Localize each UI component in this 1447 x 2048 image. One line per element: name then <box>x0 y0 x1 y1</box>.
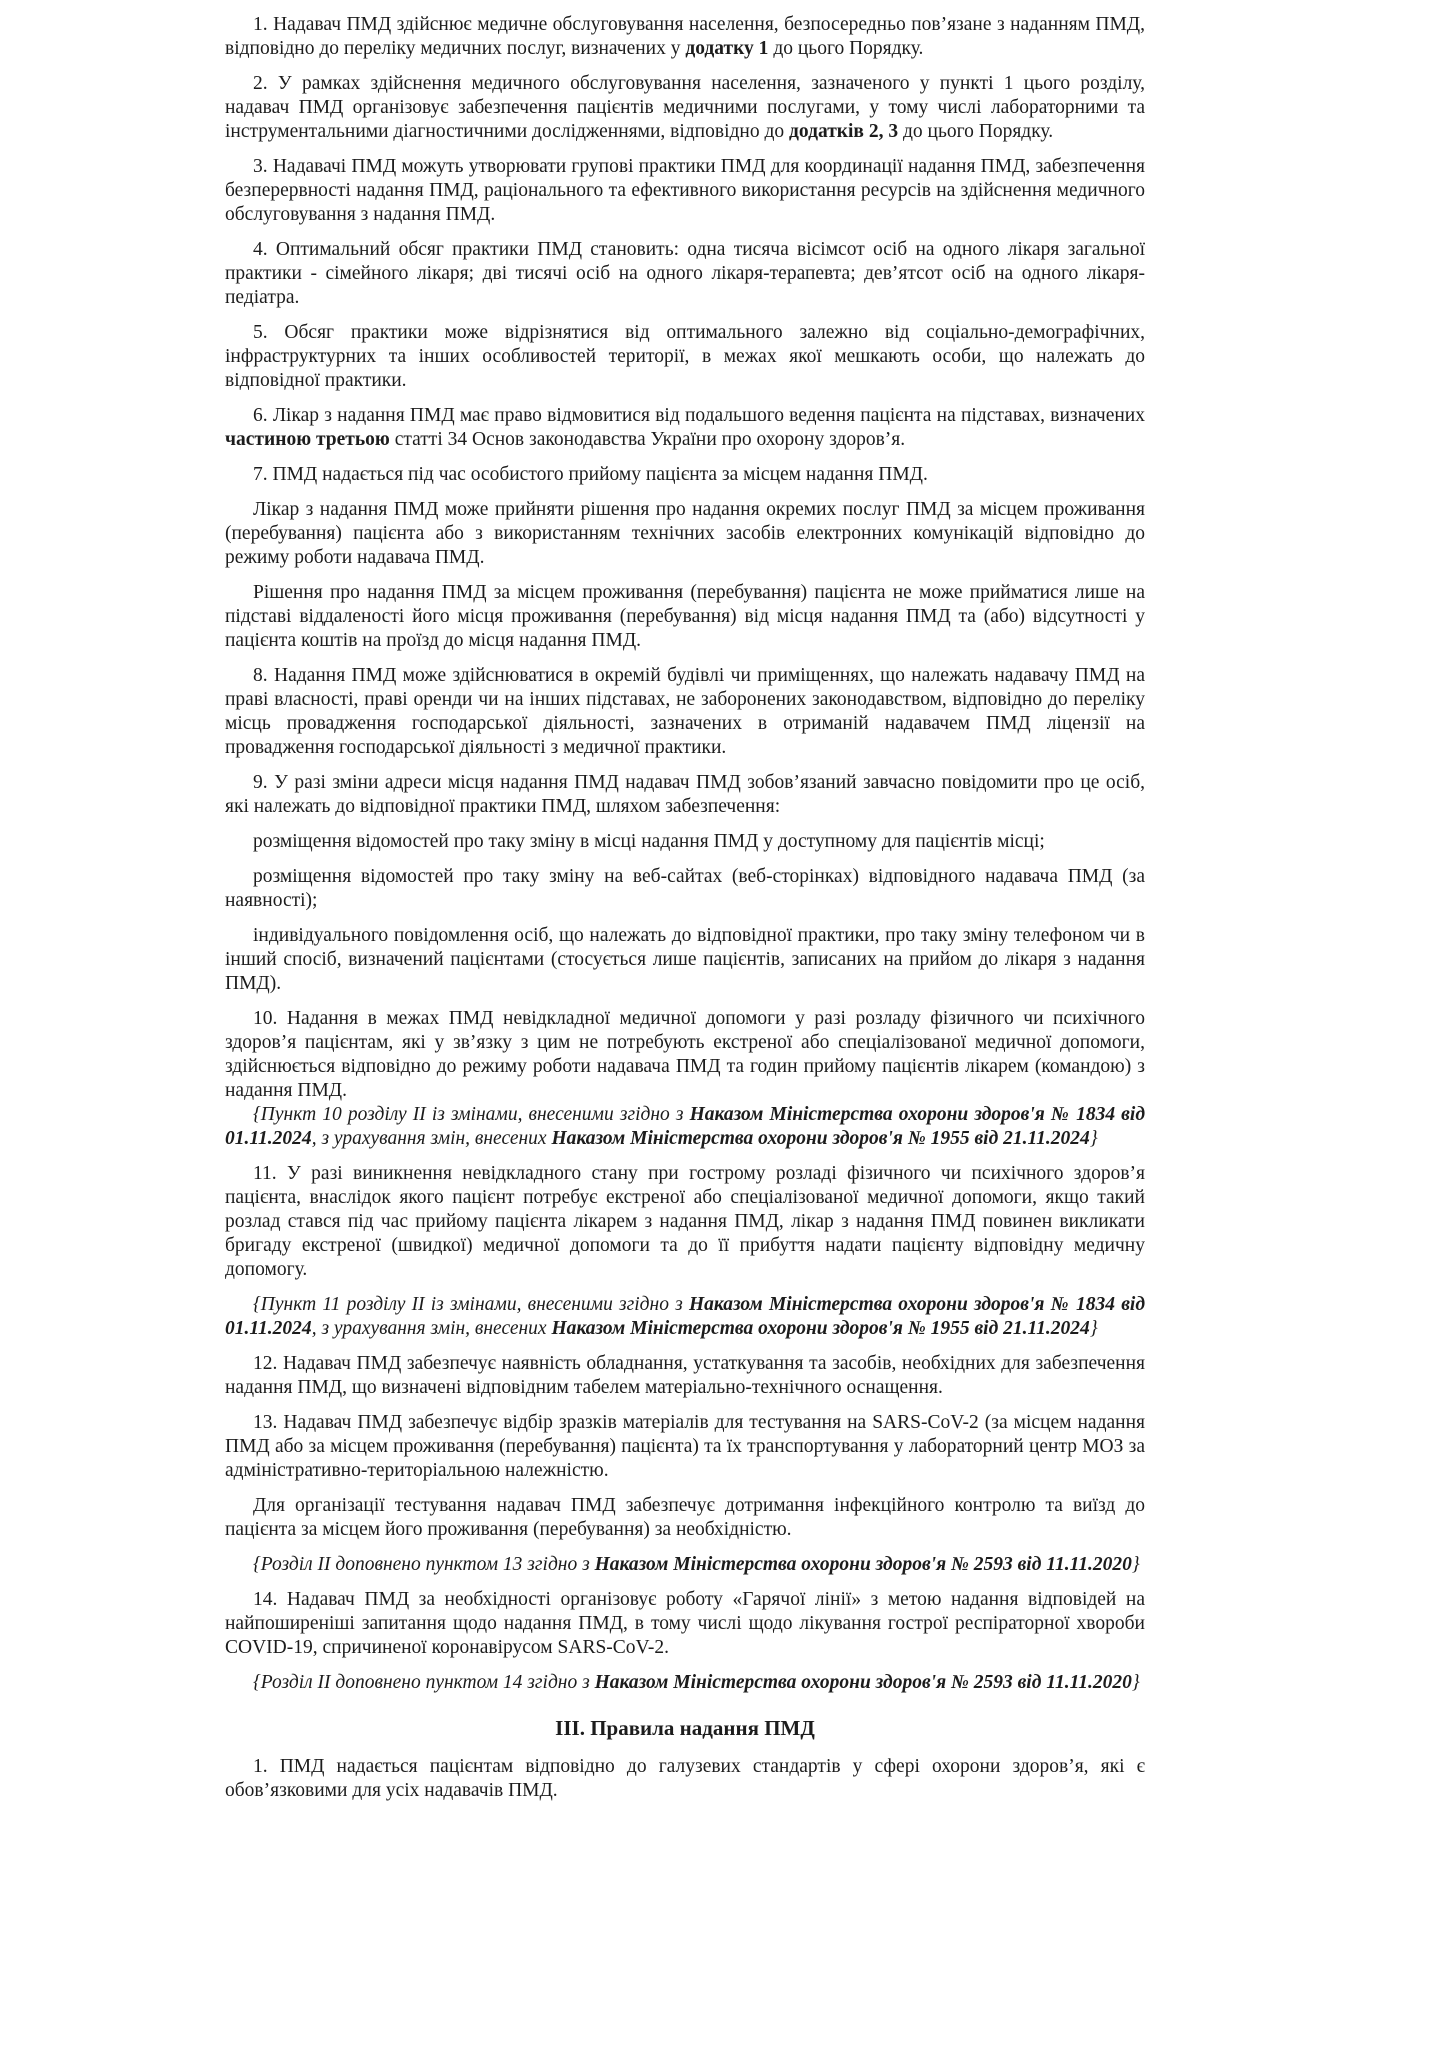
paragraph <box>225 463 1145 487</box>
appendix-2-3-link[interactable]: додатків 2, 3 <box>789 121 899 142</box>
text-run: до цього Порядку. <box>768 38 924 59</box>
text-run: 8. Надання ПМД може здійснюватися в окремій будівлі чи приміщеннях, що належать надавачу ПМД на праві власності, праві оренди чи на інших підставах, не заборонених законодавством, відповідно до переліку місць провадження господарської діяльності, зазначених в отриманій надавачем ПМД ліцензії на провадження господарської діяльності з медичної практики. <box>225 665 1145 758</box>
article-34-part-3-link[interactable]: частиною третьою <box>225 429 390 450</box>
order-1955-link[interactable]: Наказом Міністерства охорони здоров'я № 1955 від 21.11.2024 <box>551 1318 1090 1339</box>
text-run: 6. Лікар з надання ПМД має право відмовитися від подальшого ведення пацієнта на підставах, визначених <box>253 405 1145 426</box>
amendment-note <box>225 1103 1145 1151</box>
order-1834-link[interactable]: Наказом Міністерства охорони здоров'я № 1834 від 01.11.2024 <box>225 1294 1145 1339</box>
document-body <box>225 0 1145 1803</box>
text-run: розміщення відомостей про таку зміну на веб-сайтах (веб-сторінках) відповідного надавача ПМД (за наявності); <box>225 866 1145 911</box>
text-run: {Розділ II доповнено пунктом 14 згідно з <box>253 1672 595 1693</box>
text-run: {Пункт 10 розділу II із змінами, внесеними згідно з <box>253 1104 690 1125</box>
paragraph <box>225 321 1145 393</box>
paragraph <box>225 238 1145 310</box>
text-run: розміщення відомостей про таку зміну в місці надання ПМД у доступному для пацієнтів місці; <box>253 831 1045 852</box>
text-run: Для організації тестування надавач ПМД забезпечує дотримання інфекційного контролю та виїзд до пацієнта за місцем його проживання (перебування) за необхідністю. <box>225 1495 1145 1540</box>
order-1955-link[interactable]: Наказом Міністерства охорони здоров'я № 1955 від 21.11.2024 <box>551 1128 1090 1149</box>
text-run: Лікар з надання ПМД може прийняти рішення про надання окремих послуг ПМД за місцем проживання (перебування) пацієнта або з використанням технічних засобів електронних комунікацій відповідно до режиму роботи надавача ПМД. <box>225 499 1145 568</box>
paragraph <box>225 1411 1145 1483</box>
paragraph <box>225 1162 1145 1282</box>
text-run: 13. Надавач ПМД забезпечує відбір зразків матеріалів для тестування на SARS-CoV-2 (за місцем надання ПМД або за місцем проживання (перебування) пацієнта) та їх транспортування у лабораторний центр МОЗ за адміністративно-територіальною належністю. <box>225 1412 1145 1481</box>
text-run: 11. У разі виникнення невідкладного стану при гострому розладі фізичного чи психічного здоров’я пацієнта, внаслідок якого пацієнт потребує екстреної або спеціалізованої медичної допомоги, якщо такий розлад стався під час прийому пацієнта лікарем з надання ПМД, лікар з надання ПМД повинен викликати бригаду екстреної (швидкої) медичної допомоги та до її прибуття надати пацієнту відповідну медичну допомогу. <box>225 1163 1145 1280</box>
paragraph <box>225 13 1145 61</box>
amendment-note <box>225 1293 1145 1341</box>
paragraph <box>225 1352 1145 1400</box>
amendment-note <box>225 1671 1145 1695</box>
text-run: , з урахування змін, внесених <box>311 1128 552 1149</box>
paragraph <box>225 1588 1145 1660</box>
paragraph <box>225 581 1145 653</box>
text-run: } <box>1131 1672 1140 1693</box>
section-heading-text: III. Правила надання ПМД <box>555 1716 815 1740</box>
text-run: } <box>1089 1318 1098 1339</box>
order-2593-link[interactable]: Наказом Міністерства охорони здоров'я № 2593 від 11.11.2020 <box>594 1554 1132 1575</box>
text-run: } <box>1131 1554 1140 1575</box>
text-run: {Розділ II доповнено пунктом 13 згідно з <box>253 1554 595 1575</box>
text-run: } <box>1089 1128 1098 1149</box>
paragraph <box>225 72 1145 144</box>
text-run: індивідуального повідомлення осіб, що належать до відповідної практики, про таку зміну телефоном чи в інший спосіб, визначений пацієнтами (стосується лише пацієнтів, записаних на прийом до лікаря з надання ПМД). <box>225 925 1145 994</box>
text-run: 9. У разі зміни адреси місця надання ПМД надавач ПМД зобов’язаний завчасно повідомити про це осіб, які належать до відповідної практики ПМД, шляхом забезпечення: <box>225 772 1145 817</box>
text-run: 4. Оптимальний обсяг практики ПМД становить: одна тисяча вісімсот осіб на одного лікаря загальної практики - сімейного лікаря; дві тисячі осіб на одного лікаря-терапевта; дев’ятсот осіб на одного лікаря-педіатра. <box>225 239 1145 308</box>
text-run: статті 34 Основ законодавства України про охорону здоров’я. <box>389 429 906 450</box>
text-run: 14. Надавач ПМД за необхідності організовує роботу «Гарячої лінії» з метою надання відповідей на найпоширеніші запитання щодо надання ПМД, в тому числі щодо лікування гострої респіраторної хвороби COVID-19, спричиненої коронавірусом SARS-CoV-2. <box>225 1589 1145 1658</box>
order-1834-link[interactable]: Наказом Міністерства охорони здоров'я № 1834 від 01.11.2024 <box>225 1104 1145 1149</box>
paragraph <box>225 664 1145 760</box>
paragraph <box>225 830 1145 854</box>
paragraph <box>225 498 1145 570</box>
text-run: 2. У рамках здійснення медичного обслуговування населення, зазначеного у пункті 1 цього розділу, надавач ПМД організовує забезпечення пацієнтів медичними послугами, у тому числі лабораторними та інструментальними діагностичними дослідженнями, відповідно до <box>225 73 1145 142</box>
text-run: 1. ПМД надається пацієнтам відповідно до галузевих стандартів у сфері охорони здоров’я, які є обов’язковими для усіх надавачів ПМД. <box>225 1756 1145 1801</box>
paragraph <box>225 924 1145 996</box>
amendment-note <box>225 1553 1145 1577</box>
text-run: до цього Порядку. <box>898 121 1054 142</box>
section-heading <box>225 1715 1145 1741</box>
text-run: {Пункт 11 розділу II із змінами, внесеними згідно з <box>253 1294 689 1315</box>
text-run: 7. ПМД надається під час особистого прийому пацієнта за місцем надання ПМД. <box>253 464 928 485</box>
text-run: 10. Надання в межах ПМД невідкладної медичної допомоги у разі розладу фізичного чи психічного здоров’я пацієнтам, які у зв’язку з цим не потребують екстреної або спеціалізованої медичної допомоги, здійснюється відповідно до режиму роботи надавача ПМД та годин прийому пацієнтів лікарем (командою) з надання ПМД. <box>225 1008 1145 1101</box>
paragraph <box>225 404 1145 452</box>
paragraph <box>225 155 1145 227</box>
order-2593-link[interactable]: Наказом Міністерства охорони здоров'я № 2593 від 11.11.2020 <box>594 1672 1132 1693</box>
text-run: Рішення про надання ПМД за місцем проживання (перебування) пацієнта не може прийматися лише на підставі віддаленості його місця проживання (перебування) від місця надання ПМД та (або) відсутності у пацієнта коштів на проїзд до місця надання ПМД. <box>225 582 1145 651</box>
paragraph <box>225 1007 1145 1103</box>
text-run: 1. Надавач ПМД здійснює медичне обслуговування населення, безпосередньо пов’язане з наданням ПМД, відповідно до переліку медичних послуг, визначених у <box>225 14 1145 59</box>
text-run: 12. Надавач ПМД забезпечує наявність обладнання, устаткування та засобів, необхідних для забезпечення надання ПМД, що визначені відповідним табелем матеріально-технічного оснащення. <box>225 1353 1145 1398</box>
appendix-1-link[interactable]: додатку 1 <box>685 38 769 59</box>
text-run: 3. Надавачі ПМД можуть утворювати групові практики ПМД для координації надання ПМД, забезпечення безперервності надання ПМД, раціонального та ефективного використання ресурсів на здійснення медичного обслуговування з надання ПМД. <box>225 156 1145 225</box>
text-run: , з урахування змін, внесених <box>311 1318 552 1339</box>
paragraph <box>225 865 1145 913</box>
text-run: 5. Обсяг практики може відрізнятися від оптимального залежно від соціально-демографічних, інфраструктурних та інших особливостей території, в межах якої мешкають особи, що належать до відповідної практики. <box>225 322 1145 391</box>
paragraph <box>225 1755 1145 1803</box>
paragraph <box>225 1494 1145 1542</box>
paragraph <box>225 771 1145 819</box>
